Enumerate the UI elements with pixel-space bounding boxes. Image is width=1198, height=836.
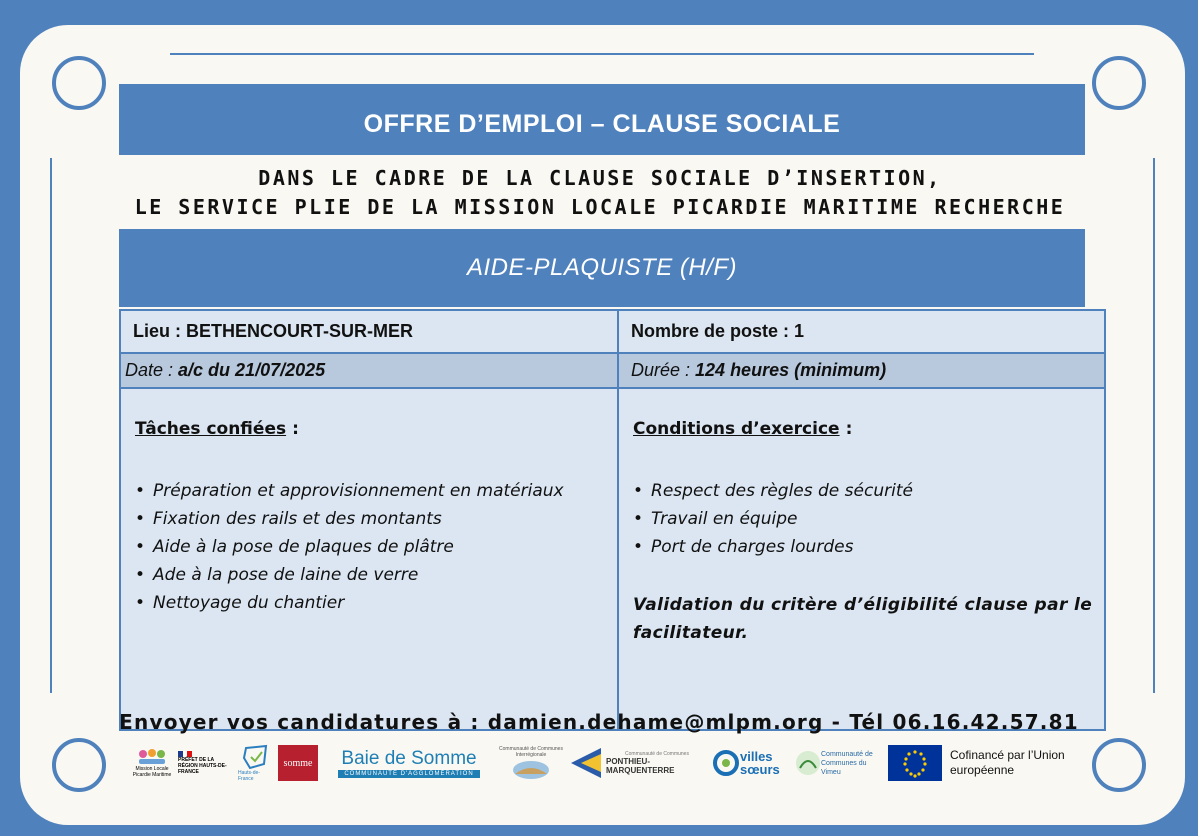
prefet-logo: [178, 742, 238, 784]
list-item: • Préparation et approvisionnement en matériaux: [135, 477, 617, 505]
contact-line: Envoyer vos candidatures à : damien.dehame@mlpm.org - Tél 06.16.42.57.81: [119, 710, 1079, 734]
vimeu-logo: [794, 742, 884, 784]
intro-line-2: LE SERVICE PLIE DE LA MISSION LOCALE PICARDIE MARITIME RECHERCHE: [134, 195, 1066, 219]
positions-value: 1: [794, 321, 805, 341]
date-value: a/c du 21/07/2025: [178, 360, 326, 380]
tasks-cell: [120, 388, 618, 730]
vimeu-text: Communauté de Communes du Vimeu: [821, 750, 873, 776]
location-value: BETHENCOURT-SUR-MER: [186, 321, 413, 341]
job-title-banner: AIDE-PLAQUISTE (H/F): [119, 229, 1085, 307]
list-item: • Aide à la pose de plaques de plâtre: [135, 533, 617, 561]
people-icon: [137, 748, 167, 766]
tasks-title: Tâches confiées: [135, 419, 287, 439]
duration-cell: [618, 353, 1105, 388]
partner-logos: [130, 742, 1074, 784]
tasks-list: [135, 477, 617, 617]
location-label: Lieu :: [133, 321, 186, 341]
conditions-cell: [618, 388, 1105, 730]
somme-text: somme: [283, 757, 313, 769]
eu-flag-icon: [888, 745, 942, 781]
eu-text: Cofinancé par l’Union européenne: [950, 748, 1065, 777]
intro-line-1: DANS LE CADRE DE LA CLAUSE SOCIALE D’INSERTION,: [258, 166, 942, 190]
right-border-line: [1153, 158, 1155, 693]
conditions-title: Conditions d’exercice: [633, 419, 840, 439]
offer-title-banner: OFFRE D’EMPLOI – CLAUSE SOCIALE: [119, 84, 1085, 155]
corner-circle-bottom-left: [52, 738, 106, 792]
duration-label: Durée :: [631, 360, 696, 380]
ponthieu-text: PONTHIEU-MARQUENTERRE: [606, 757, 675, 775]
tasks-title-colon: :: [292, 419, 299, 439]
triangle-flag-logo: [566, 742, 606, 784]
eu-logo: [888, 742, 1074, 784]
list-item: • Port de charges lourdes: [633, 533, 1104, 561]
villes-soeurs-text: villes sœurs: [740, 749, 780, 777]
eligibility-note: Validation du critère d’éligibilité clause par le facilitateur.: [633, 595, 1093, 643]
mission-locale-logo: [130, 742, 174, 784]
baie-de-somme-text: Baie de Somme: [341, 748, 477, 769]
conditions-list: [633, 477, 1104, 561]
ponthieu-marquenterre-logo: [606, 742, 708, 784]
baie-de-somme-logo: [322, 742, 496, 784]
region-map-icon: [242, 744, 270, 770]
list-item: • Fixation des rails et des montants: [135, 505, 617, 533]
positions-cell: [618, 310, 1105, 353]
corner-circle-top-left: [52, 56, 106, 110]
corner-circle-bottom-right: [1092, 738, 1146, 792]
ponthieu-subtitle: Communauté de Communes: [625, 751, 689, 757]
date-label: Date :: [125, 360, 179, 380]
hauts-de-france-text: Hauts-de-France: [238, 770, 260, 782]
baie-de-somme-subtitle: COMMUNAUTÉ D'AGGLOMÉRATION: [338, 770, 479, 778]
triangle-flag-icon: [569, 746, 603, 780]
villes-soeurs-logo: [708, 742, 794, 784]
job-details-table: [119, 309, 1106, 731]
list-item: • Respect des règles de sécurité: [633, 477, 1104, 505]
corner-circle-top-right: [1092, 56, 1146, 110]
villes-soeurs-icon: [712, 749, 740, 777]
somme-logo: [278, 745, 318, 781]
landscape-icon: [511, 758, 551, 780]
prefet-text: PRÉFET DE LA RÉGION HAUTS-DE-FRANCE: [178, 757, 227, 775]
location-cell: [120, 310, 618, 353]
conditions-title-colon: :: [845, 419, 853, 439]
top-border-line: [170, 53, 1034, 55]
left-border-line: [50, 158, 52, 693]
cc-interregionale-logo: [496, 742, 566, 784]
mission-locale-text: Mission Locale Picardie Maritime: [132, 766, 172, 778]
vimeu-icon: [795, 748, 821, 778]
hauts-de-france-logo: [238, 742, 274, 784]
date-cell: [120, 353, 618, 388]
list-item: • Travail en équipe: [633, 505, 1104, 533]
positions-label: Nombre de poste :: [631, 321, 795, 341]
cc-interregionale-text: Communauté de Communes Interrégionale: [499, 746, 563, 758]
duration-value: 124 heures (minimum): [695, 360, 887, 380]
list-item: • Ade à la pose de laine de verre: [135, 561, 617, 589]
list-item: • Nettoyage du chantier: [135, 589, 617, 617]
